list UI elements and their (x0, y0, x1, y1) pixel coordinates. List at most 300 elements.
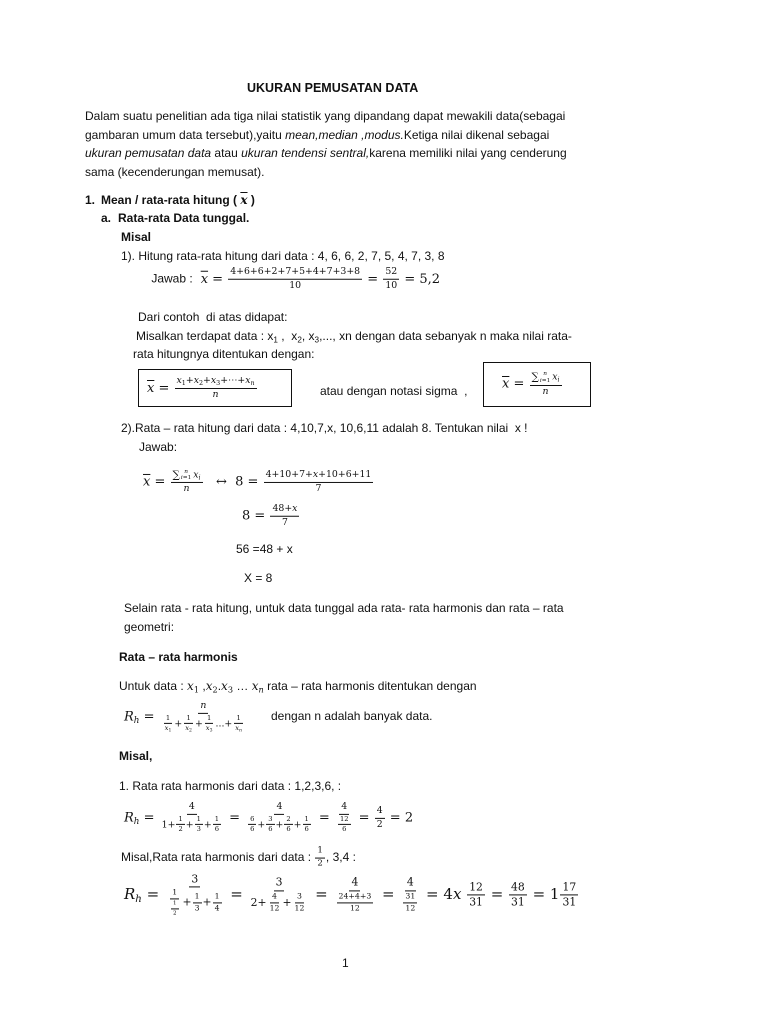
math-fraction (160, 701, 247, 733)
math-text: 1 (273, 335, 278, 345)
fraction-denominator (249, 891, 310, 913)
math-fraction (467, 881, 485, 909)
fraction-numerator (170, 889, 179, 900)
math-text: 1 (181, 379, 186, 387)
math-text: 8 = (242, 508, 270, 524)
math-subscript (168, 729, 171, 734)
fraction-numerator (339, 802, 349, 815)
math-text: +10+6+11 (318, 468, 372, 480)
subsection-marker: a. (101, 211, 112, 225)
harmonic-example-1-answer (124, 802, 413, 834)
math-text: 4 (188, 800, 195, 812)
answer-label: Jawab : (151, 271, 193, 286)
math-text: = 4 (421, 885, 453, 903)
fraction-numerator (530, 371, 562, 385)
math-text: Untuk data : (119, 679, 188, 693)
math-variable: i (198, 474, 201, 482)
math-fraction (264, 470, 374, 495)
fraction-numerator (193, 892, 202, 903)
italic-text: ukuran tendensi sentral, (241, 146, 370, 160)
math-text: = (314, 810, 334, 826)
math-text: , (199, 679, 206, 693)
math-subscript (239, 729, 242, 734)
fraction-numerator (187, 802, 197, 815)
x-bar-symbol: $\overline{x}$ (200, 271, 209, 287)
fraction-denominator (280, 517, 290, 529)
math-fraction (375, 806, 385, 831)
math-text: 52 (385, 265, 398, 277)
fraction-numerator (405, 877, 416, 891)
math-text: 24+4+3 (338, 891, 372, 901)
math-text: 1 (214, 814, 219, 823)
math-variable: n (183, 483, 190, 495)
math-text: ↔ 8 = (203, 474, 263, 490)
fraction-denominator (213, 825, 221, 834)
fraction-numerator (270, 504, 299, 517)
math-text: . (217, 679, 222, 693)
math-variable: n (542, 385, 549, 397)
math-fraction (171, 469, 203, 495)
math-text: 3 (227, 684, 234, 695)
math-text: 4 (276, 800, 283, 812)
math-fraction (334, 877, 377, 913)
math-text: , x (277, 329, 298, 343)
math-text: 3 (194, 903, 200, 913)
fraction-numerator (375, 806, 385, 819)
math-variable: n (543, 371, 547, 378)
math-text: … (233, 679, 252, 693)
math-variable: n (200, 699, 207, 711)
math-fraction (284, 816, 292, 834)
harmonic-definition-text (119, 678, 477, 694)
math-text (461, 885, 466, 903)
math-variable: x (176, 374, 182, 386)
math-variable: i (180, 475, 183, 482)
fraction-numerator (274, 877, 285, 891)
fraction-denominator (268, 903, 282, 913)
math-text: 2 (178, 825, 183, 834)
math-subscript (558, 377, 560, 384)
math-text: 2 (317, 858, 323, 869)
fraction-numerator (274, 802, 284, 815)
fraction-numerator (264, 470, 374, 483)
math-text: = (150, 474, 170, 490)
math-text: 12 (349, 903, 360, 913)
math-fraction (315, 847, 325, 870)
fraction-denominator (160, 815, 224, 834)
mean-calculation-formula (200, 265, 441, 291)
fraction-numerator (213, 892, 222, 903)
math-fraction (293, 892, 307, 913)
fraction-numerator (198, 701, 208, 714)
math-fraction (171, 901, 179, 917)
math-text: 6 (268, 825, 273, 834)
fraction-numerator (171, 469, 203, 483)
harmonic-example-2-answer (124, 873, 579, 916)
math-variable: R (124, 709, 134, 725)
math-text: 6 (250, 814, 255, 823)
math-text: Misalkan terdapat data : x (136, 329, 274, 343)
math-text: 1 (214, 891, 220, 901)
math-text: 4 (351, 875, 359, 889)
math-text: 1 (196, 814, 201, 823)
math-text: = (310, 885, 333, 903)
general-line-1 (136, 328, 572, 344)
math-fraction (245, 802, 314, 834)
fraction-numerator (295, 892, 304, 903)
math-text: 7 (281, 516, 288, 528)
subsection-heading: Rata-rata Data tunggal. (118, 211, 250, 225)
math-text: Ketiga nilai dikenal sebagai (403, 128, 550, 142)
example-2-step-2 (242, 504, 300, 529)
math-fraction (268, 892, 282, 913)
fraction-denominator (248, 825, 256, 834)
general-intro: Dari contoh di atas didapat: (138, 310, 288, 324)
math-variable: n (258, 684, 264, 695)
mean-formula (147, 376, 258, 401)
fraction-numerator (213, 816, 221, 826)
section-number: 1. (85, 193, 96, 207)
math-text: 12 (405, 903, 416, 913)
intro-line-2 (85, 127, 549, 143)
math-text: 1 (194, 891, 200, 901)
math-text: 1 (172, 887, 178, 897)
math-text: 1 (172, 900, 177, 907)
math-text: 31 (511, 895, 525, 909)
fraction-numerator (560, 881, 578, 895)
x-bar-symbol: $\overline{x}$ (143, 474, 151, 490)
math-text: 6 (286, 825, 291, 834)
harmonic-intro-line-2: geometri: (124, 620, 175, 634)
harmonic-definition-note: dengan n adalah banyak data. (271, 709, 433, 723)
fraction-numerator (509, 881, 527, 895)
math-variable: x (312, 468, 319, 480)
fraction-numerator (303, 816, 311, 826)
fraction-denominator (171, 909, 179, 916)
math-text: 4 (406, 875, 414, 889)
math-text: 17 (562, 880, 577, 894)
intro-line-1: Dalam suatu penelitian ada tiga nilai statistik yang dipandang dapat mewakili data(sebagai (85, 109, 566, 123)
fraction-numerator (234, 715, 242, 725)
math-fraction (195, 816, 203, 834)
example-1-question: 1). Hitung rata-rata hitung dari data : 4, 6, 6, 2, 7, 5, 4, 7, 3, 8 (121, 249, 445, 263)
math-text: karena memiliki nilai yang cenderung (369, 146, 567, 160)
math-variable: x (552, 372, 558, 384)
fraction-denominator (193, 903, 202, 913)
harmonic-definition-formula (124, 701, 248, 733)
math-variable: i (539, 377, 542, 384)
math-text: ,..., xn dengan data sebanyak n maka nilai rata- (319, 329, 572, 343)
harmonic-intro-line-1: Selain rata - rata hitung, untuk data tunggal ada rata- rata harmonis dan rata – rata (124, 601, 564, 615)
math-text: 4 (214, 903, 220, 913)
math-variable: x (164, 724, 169, 733)
fraction-numerator (270, 892, 279, 903)
section-heading-mean (101, 192, 255, 208)
math-variable: x (245, 374, 251, 386)
math-text: =1 (182, 475, 192, 482)
math-fraction (248, 816, 256, 834)
misal-label: Misal (121, 230, 152, 244)
harmonic-heading: Rata – rata harmonis (119, 650, 238, 664)
fraction-denominator (168, 900, 182, 917)
fraction-numerator (195, 816, 203, 826)
math-fraction (163, 715, 174, 733)
math-text: 4 (341, 800, 348, 812)
math-text: = (139, 709, 159, 725)
fraction-denominator (509, 896, 527, 909)
math-text: = (225, 885, 248, 903)
math-text: , 3,4 : (325, 850, 356, 865)
math-text: 12 (294, 903, 305, 913)
fraction-denominator (183, 724, 194, 733)
fraction-numerator (337, 892, 374, 903)
math-fraction (165, 873, 225, 916)
fraction-numerator (176, 816, 184, 826)
math-fraction (183, 715, 194, 733)
example-1-answer (138, 251, 440, 308)
math-text: 3 (296, 891, 302, 901)
x-bar-symbol: $\overline{x}$ (502, 376, 510, 392)
math-text: 1 (236, 713, 241, 722)
math-text: 1 (207, 713, 212, 722)
sigma-summation (532, 371, 553, 383)
sigma-mean-formula (502, 371, 563, 397)
math-text: 6 (304, 825, 309, 834)
math-variable: n (184, 468, 188, 475)
math-text: = 2 (385, 810, 414, 826)
math-text: atau (211, 146, 242, 160)
math-fraction (168, 889, 182, 917)
math-subscript (210, 729, 213, 734)
fraction-numerator (338, 816, 351, 826)
math-text: 2+ (250, 895, 267, 909)
math-fraction (335, 802, 354, 834)
math-subscript (199, 474, 201, 481)
fraction-denominator (334, 891, 377, 913)
math-fraction (213, 892, 222, 913)
math-text: 10 (385, 279, 398, 291)
math-variable: x (210, 374, 217, 386)
math-text: + (203, 819, 212, 831)
math-fraction (249, 877, 310, 913)
math-fraction (530, 371, 562, 397)
math-text: 6 (342, 825, 347, 834)
math-fraction (213, 816, 221, 834)
math-text: 4+10+7+ (265, 468, 313, 480)
fraction-denominator (266, 825, 274, 834)
fraction-denominator (287, 280, 303, 292)
math-variable: x (452, 885, 462, 903)
example-2-step-1 (143, 469, 374, 495)
fraction-denominator (400, 891, 420, 913)
math-fraction (233, 715, 244, 733)
example-2-step-3: 56 =48 + x (236, 542, 293, 556)
fraction-denominator (348, 903, 362, 913)
math-text: + (182, 895, 192, 909)
fraction-numerator (284, 816, 292, 826)
math-text: = 5,2 (400, 271, 441, 287)
x-bar-symbol: $\overline{x}$ (240, 193, 248, 207)
fraction-numerator (403, 892, 417, 903)
math-text: = (139, 810, 159, 826)
math-text: = (377, 885, 400, 903)
fraction-numerator (184, 715, 192, 725)
math-text: = (208, 271, 228, 287)
math-text: gambaran umum data tersebut),yaitu (85, 128, 286, 142)
math-text: = (154, 380, 174, 396)
math-text: rata – rata harmonis ditentukan dengan (263, 679, 477, 693)
math-text: 12 (469, 880, 483, 894)
fraction-denominator (176, 825, 184, 834)
math-text: 31 (405, 891, 416, 901)
fraction-denominator (284, 825, 292, 834)
math-text: 4 (272, 891, 277, 901)
math-variable: x (187, 679, 194, 693)
math-text: 12 (269, 903, 280, 913)
math-text: 1 (168, 728, 172, 734)
math-text: + (202, 895, 212, 909)
fraction-denominator (213, 903, 222, 913)
math-variable: i (557, 376, 560, 384)
fraction-denominator (182, 483, 192, 495)
example-2-answer-label: Jawab: (139, 440, 178, 454)
sigma-symbol: ∑ (172, 468, 180, 481)
math-variable: x (205, 724, 210, 733)
math-text: 1 (165, 713, 171, 722)
x-bar-symbol: $\overline{x}$ (147, 380, 155, 396)
fraction-numerator (349, 877, 360, 891)
fraction-denominator (335, 815, 354, 834)
math-text: 2 (189, 728, 192, 734)
math-fraction (228, 267, 362, 292)
sigma-notation-note: atau dengan notasi sigma , (320, 384, 468, 398)
math-fraction (175, 376, 257, 401)
math-variable: x (205, 679, 213, 693)
math-text: 1 (178, 814, 183, 823)
math-fraction (560, 881, 578, 909)
harmonic-example-2-question (121, 847, 356, 870)
italic-text: mean,median ,modus. (285, 128, 404, 142)
math-text: 31 (562, 895, 577, 909)
fraction-denominator (313, 482, 323, 494)
math-text: + (203, 374, 211, 386)
math-fraction (160, 802, 224, 834)
fraction-numerator (467, 881, 485, 895)
fraction-numerator (175, 376, 257, 389)
math-text: 48+ (272, 502, 293, 514)
fraction-numerator (383, 267, 399, 280)
math-text: Misal,Rata rata harmonis dari data : (121, 850, 315, 865)
math-text: 3 (216, 379, 221, 387)
fraction-denominator (403, 903, 417, 913)
fraction-numerator (228, 267, 362, 280)
page-title: UKURAN PEMUSATAN DATA (247, 81, 419, 95)
math-text: =1 (541, 377, 551, 384)
harmonic-misal-label: Misal, (119, 749, 153, 763)
math-text: + (174, 718, 183, 730)
fraction-denominator (375, 819, 385, 831)
math-text: 12 (339, 814, 349, 823)
math-text: 3 (191, 872, 199, 886)
fraction-denominator (340, 825, 348, 834)
math-text: 4+6+6+2+7+5+4+7+3+8 (230, 265, 361, 277)
sigma-limits (540, 371, 550, 383)
math-variable: n (212, 388, 219, 400)
math-text: 1 (317, 845, 323, 856)
math-text: 10 (289, 279, 302, 291)
math-text: 2 (212, 684, 218, 695)
general-line-2: rata hitungnya ditentukan dengan: (133, 347, 315, 361)
math-text: 1 (304, 814, 309, 823)
math-variable: x (251, 679, 259, 693)
math-text: = (354, 810, 374, 826)
math-text: 2 (297, 335, 302, 345)
math-fraction (176, 816, 184, 834)
math-text: 2 (198, 379, 204, 387)
math-text: + (194, 718, 203, 730)
math-text: ...+ (215, 718, 233, 730)
fraction-denominator (303, 825, 311, 834)
formula-box-mean (138, 369, 292, 407)
sigma-limits (181, 469, 191, 481)
fraction-denominator (467, 896, 485, 909)
math-fraction (193, 892, 202, 913)
math-text: = (485, 885, 509, 903)
math-fraction (403, 892, 417, 913)
math-variable: x (193, 374, 199, 386)
example-2-question: 2).Rata – rata hitung dari data : 4,10,7,x, 10,6,11 adalah 8. Tentukan nilai x ! (121, 421, 528, 435)
fraction-denominator (293, 903, 307, 913)
math-fraction (338, 816, 351, 834)
math-variable: x (235, 724, 240, 733)
math-variable: x (193, 469, 199, 481)
math-text: 2 (172, 910, 177, 917)
italic-text: ukuran pemusatan data (85, 146, 212, 160)
fraction-denominator (165, 888, 225, 917)
math-variable: R (124, 885, 136, 903)
math-subscript (189, 729, 192, 734)
math-text: 3 (209, 728, 213, 734)
fraction-numerator (189, 873, 200, 887)
fraction-denominator (541, 386, 551, 398)
math-variable: h (133, 716, 140, 727)
math-subscript (250, 380, 254, 387)
math-fraction (303, 816, 311, 834)
intro-line-4: sama (kecenderungan memusat). (85, 165, 265, 179)
sigma-symbol: ∑ (531, 371, 539, 384)
math-fraction (270, 504, 299, 529)
math-text: , x (301, 329, 315, 343)
fraction-denominator (195, 825, 203, 834)
fraction-numerator (266, 816, 274, 826)
math-fraction (400, 877, 420, 913)
math-fraction (509, 881, 527, 909)
math-text: = (224, 810, 245, 826)
fraction-denominator (163, 724, 174, 733)
math-text: 3 (314, 335, 320, 345)
fraction-numerator (205, 715, 213, 725)
fraction-denominator (245, 815, 314, 834)
math-text: + (185, 374, 194, 386)
math-fraction (337, 892, 374, 913)
math-text: 7 (315, 482, 322, 494)
math-text: 3 (268, 814, 273, 823)
math-text: + (275, 819, 284, 831)
math-fraction (204, 715, 215, 733)
fraction-numerator (164, 715, 172, 725)
math-text: 3 (275, 875, 283, 889)
math-text: 48 (511, 880, 525, 894)
